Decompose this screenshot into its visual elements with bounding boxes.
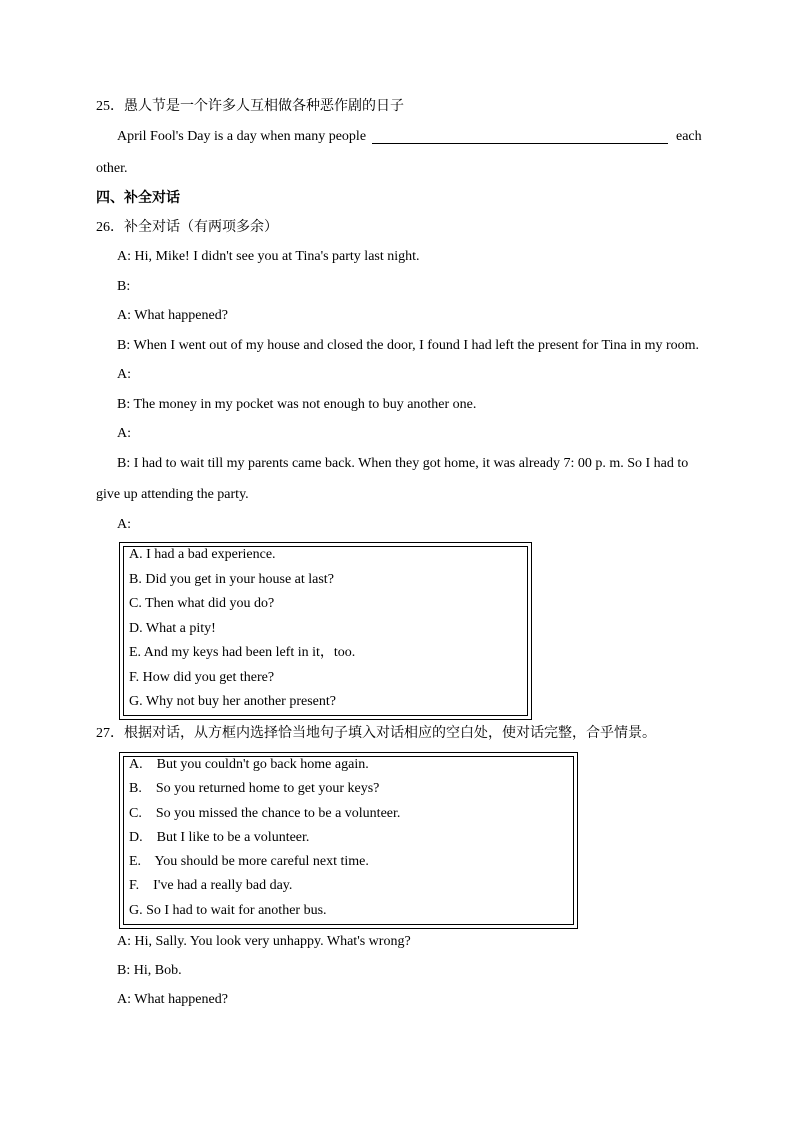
q27-options-box: [119, 752, 578, 929]
q26-dialogue-line: A: What happened?: [117, 308, 228, 323]
q26-dialogue-line: A: Hi, Mike! I didn't see you at Tina's party last night.: [117, 249, 420, 264]
q27-option: A. But you couldn't go back home again.: [129, 757, 369, 772]
q26-option: E. And my keys had been left in it，too.: [129, 645, 356, 660]
q27-dialogue-line: A: What happened?: [117, 992, 228, 1007]
q26-option: B. Did you get in your house at last?: [129, 572, 334, 587]
q26-option: F. How did you get there?: [129, 670, 275, 685]
q27-option: F. I've had a really bad day.: [129, 878, 293, 893]
q26-dialogue-line: A:: [117, 367, 131, 382]
q27-option: E. You should be more careful next time.: [129, 854, 369, 869]
q26-dialogue-line: B: I had to wait till my parents came back. When they got home, it was already 7: 00 p. m. So I had to: [117, 456, 689, 471]
q26-dialogue-line: B: When I went out of my house and closed the door, I found I had left the present for Tina in my room.: [117, 338, 700, 353]
q26-dialogue-line: A:: [117, 426, 131, 441]
q27-dialogue-line: B: Hi, Bob.: [117, 963, 182, 978]
q26-dialogue-line: A:: [117, 517, 131, 532]
q25-continuation: other.: [96, 161, 128, 176]
q26-options-box: [119, 542, 532, 720]
q27-option: C. So you missed the chance to be a volunteer.: [129, 806, 401, 821]
q26-dialogue-line: B:: [117, 279, 131, 294]
q25-sentence-end: each: [676, 129, 702, 144]
q25-prompt: 25．愚人节是一个许多人互相做各种恶作剧的日子: [96, 99, 404, 114]
q27-option: D. But I like to be a volunteer.: [129, 830, 310, 845]
q26-option: D. What a pity!: [129, 621, 216, 636]
q27-option: G. So I had to wait for another bus.: [129, 903, 327, 918]
q25-answer-blank[interactable]: [372, 143, 668, 144]
q26-dialogue-line: give up attending the party.: [96, 487, 249, 502]
q25-sentence-start: April Fool's Day is a day when many people: [117, 129, 367, 144]
q26-option: G. Why not buy her another present?: [129, 694, 336, 709]
q26-option: C. Then what did you do?: [129, 596, 275, 611]
q26-dialogue-line: B: The money in my pocket was not enough to buy another one.: [117, 397, 477, 412]
q26-option: A. I had a bad experience.: [129, 547, 276, 562]
q27-prompt: 27．根据对话，从方框内选择恰当地句子填入对话相应的空白处，使对话完整，合乎情景。: [96, 726, 656, 741]
q27-dialogue-line: A: Hi, Sally. You look very unhappy. What's wrong?: [117, 934, 411, 949]
section-heading: 四、补全对话: [96, 191, 180, 206]
q26-prompt: 26．补全对话（有两项多余）: [96, 220, 278, 235]
q27-option: B. So you returned home to get your keys?: [129, 781, 380, 796]
